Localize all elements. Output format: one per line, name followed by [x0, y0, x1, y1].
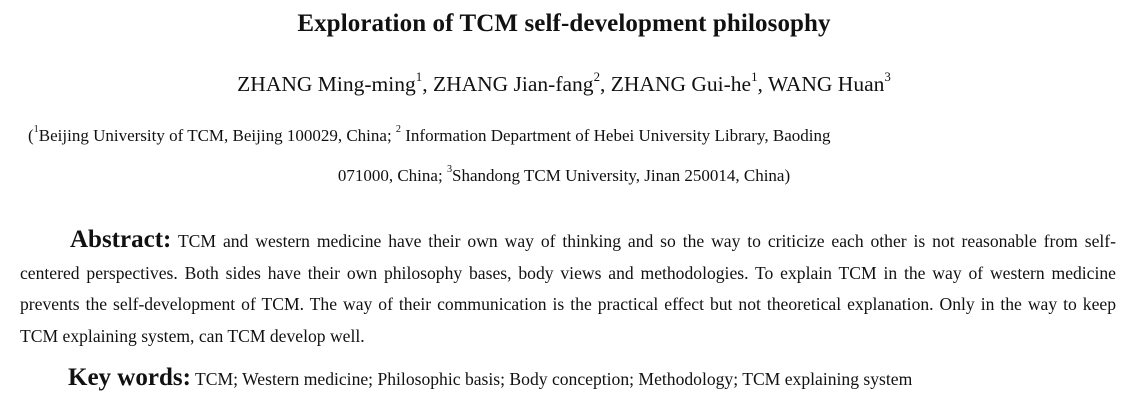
affiliation-1: Beijing University of TCM, Beijing 100029, China; — [38, 126, 396, 145]
author-name: ZHANG Jian-fang — [432, 72, 594, 96]
affiliation-3: Shandong TCM University, Jinan 250014, China) — [452, 166, 791, 185]
author-name: ZHANG Ming-ming — [237, 72, 416, 96]
abstract-text: TCM and western medicine have their own way of thinking and so the way to criticize each other is not reasonable from self-centered perspectives. Both sides have their own philosophy bases, body views and methodologies. To explain TCM in the way of western medicine prevents the self-development of TCM. The way of their communication is the practical effect but not theoretical explanation. Only in the way to keep TCM explaining system, can TCM develop well. — [20, 231, 1116, 346]
author-list — [0, 72, 1128, 97]
affiliation-open-paren: ( — [28, 126, 34, 145]
keywords — [68, 364, 1118, 392]
affiliations-line-2 — [0, 166, 1128, 186]
author-name: ZHANG Gui-he — [610, 72, 752, 96]
author-name: WANG Huan — [767, 72, 885, 96]
author-affiliation-mark: 1 — [751, 70, 758, 84]
author-affiliation-mark: 3 — [884, 70, 891, 84]
author-separator: , — [422, 72, 433, 96]
keywords-text: TCM; Western medicine; Philosophic basis; Body conception; Methodology; TCM explaining system — [195, 369, 913, 389]
affiliation-mark: 3 — [446, 164, 453, 175]
affiliation-2: Information Department of Hebei University Library, Baoding — [401, 126, 831, 145]
abstract-label: Abstract: — [70, 226, 172, 253]
abstract — [20, 224, 1116, 352]
affiliation-2-continued: 071000, China; — [337, 166, 447, 185]
author-separator: , — [757, 72, 768, 96]
author-affiliation-mark: 2 — [593, 70, 601, 84]
author-separator: , — [600, 72, 611, 96]
paper-title: Exploration of TCM self-development philosophy — [297, 10, 831, 37]
affiliations-line-1 — [28, 126, 1108, 146]
affiliation-mark: 1 — [33, 124, 39, 135]
affiliation-mark: 2 — [395, 124, 402, 135]
keywords-label: Key words: — [68, 364, 191, 391]
author-affiliation-mark: 1 — [415, 70, 423, 84]
